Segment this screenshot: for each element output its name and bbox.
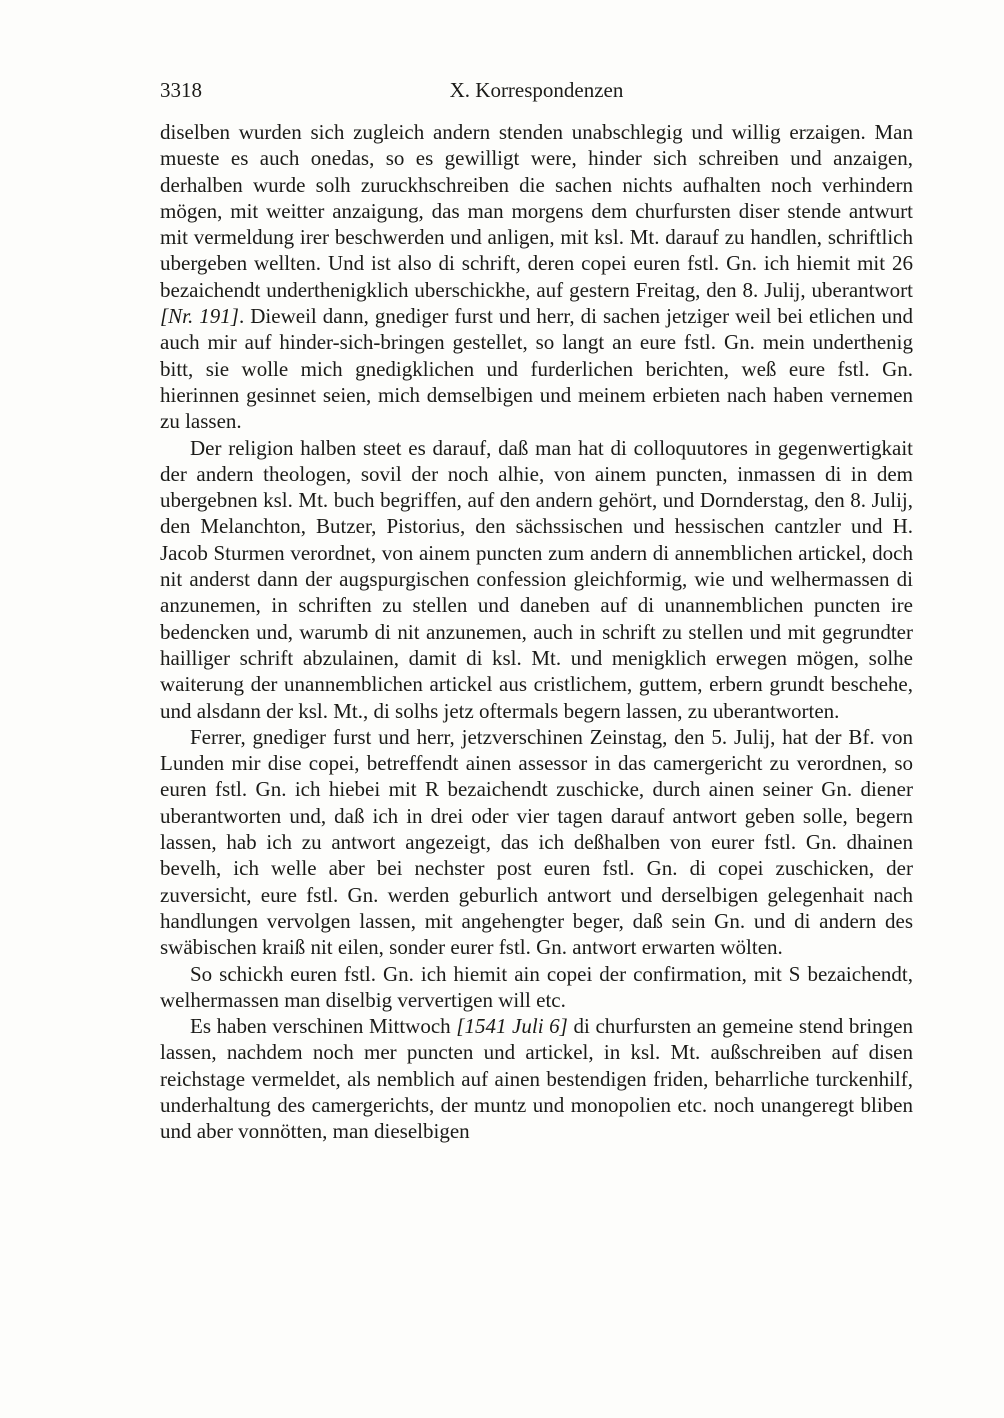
text-segment: di churfursten an gemeine stend bringen lassen, nachdem noch mer puncten und artickel, in ksl. Mt. außschreiben auf disen reichstage vermeldet, als nemblich auf ainen bestendigen friden, beharrliche turckenhilf, underhaltung des camergerichts, der muntz und monopolien etc. noch unangeregt bliben und aber vonnötten, man dieselbigen bbox=[160, 1014, 913, 1144]
text-segment: So schickh euren fstl. Gn. ich hiemit ain copei der confirmation, mit S bezaichendt, welhermassen man diselbig ververtigen will etc. bbox=[160, 961, 913, 1012]
text-segment: diselben wurden sich zugleich andern stenden unabschlegig und willig erzaigen. Man mueste es auch onedas, so es gewilligt were, hinder sich schreiben und anzaigen, derhalben wurde solh zuruckhschreiben die sachen nichts aufhalten noch verhindern mögen, mit weitter anzaigung, das man morgens dem churfursten diser stende antwurt mit vermeldung irer beschwerden und anligen, mit ksl. Mt. darauf zu handlen, schriftlich ubergeben wellten. Und ist also di schrift, deren copei euren fstl. Gn. ich hiemit mit 26 bezaichendt underthenigklich uberschickhe, auf gestern Freitag, den 8. Julij, uberantwort bbox=[160, 120, 913, 302]
page-number: 3318 bbox=[160, 78, 202, 102]
editorial-note: [1541 Juli 6] bbox=[456, 1014, 568, 1039]
running-head bbox=[160, 76, 913, 104]
text-segment: . Dieweil dann, gnediger furst und herr, di sachen jetziger weil bei etlichen und auch mir auf hinder-sich-bringen gestellet, so langt an eure fstl. Gn. mein underthenig bitt, sie wolle mich gnedigklichen und furderlichen berichten, weß eure fstl. Gn. hierinnen gesinnet seien, mich demselbigen und meinem erbieten nach haben vernemen zu lassen. bbox=[160, 304, 913, 434]
text-segment: Ferrer, gnediger furst und herr, jetzverschinen Zeinstag, den 5. Julij, hat der Bf. von Lunden mir dise copei, betreffendt ainen assessor in das camergericht zu verordnen, so euren fstl. Gn. ich hiebei mit R bezaichendt zuschicke, durch ainen seiner Gn. diener uberantworten und, daß ich in drei oder vier tagen darauf antwort geben solle, begern lassen, hab ich zu antwort angezeigt, das ich deßhalben von eurer fstl. Gn. dhainen bevelh, ich welle aber bei nechster post euren fstl. Gn. di copei zuschicken, der zuversicht, eure fstl. Gn. werden geburlich antwort und derselbigen gelegenhait nach handlungen vervolgen lassen, mit angehengter beger, daß sein Gn. und di andern des swäbischen kraiß nit eilen, sonder eurer fstl. Gn. antwort erwarten wölten. bbox=[160, 724, 913, 960]
paragraph bbox=[160, 724, 913, 961]
text-segment: Der religion halben steet es darauf, daß man hat di colloquutores in gegenwertigkait der andern theologen, sovil der noch alhie, von ainem puncten, inmassen di in dem ubergebnen ksl. Mt. buch begriffen, auf den andern gehört, und Dornderstag, den 8. Julij, den Melanchton, Butzer, Pistorius, den sächssischen und hessischen cantzler und H. Jacob Sturmen verordnet, von ainem puncten zum andern di annemblichen artickel, doch nit anderst dann der augspurgischen confession gleichformig, wie und welhermassen di anzunemen, in schriften zu stellen und daneben auf di unannemblichen puncten ire bedencken und, warumb di nit anzunemen, auch in schrift zu stellen und mit gegrundter hailliger schrift abzulainen, damit di ksl. Mt. und menigklich erwegen mögen, solhe waiterung der unannemblichen artickel aus cristlichem, guttem, erbern grundt beschehe, und alsdann der ksl. Mt., di solhs jetz oftermals begern lassen, zu uberantworten. bbox=[160, 435, 913, 723]
editorial-note: [Nr. 191] bbox=[160, 304, 239, 329]
paragraph bbox=[160, 961, 913, 1014]
running-header-title: X. Korrespondenzen bbox=[449, 78, 624, 102]
text-body bbox=[160, 119, 913, 1145]
paragraph bbox=[160, 1013, 913, 1144]
paragraph bbox=[160, 119, 913, 435]
paragraph bbox=[160, 435, 913, 724]
text-segment: Es haben verschinen Mittwoch bbox=[190, 1014, 457, 1039]
